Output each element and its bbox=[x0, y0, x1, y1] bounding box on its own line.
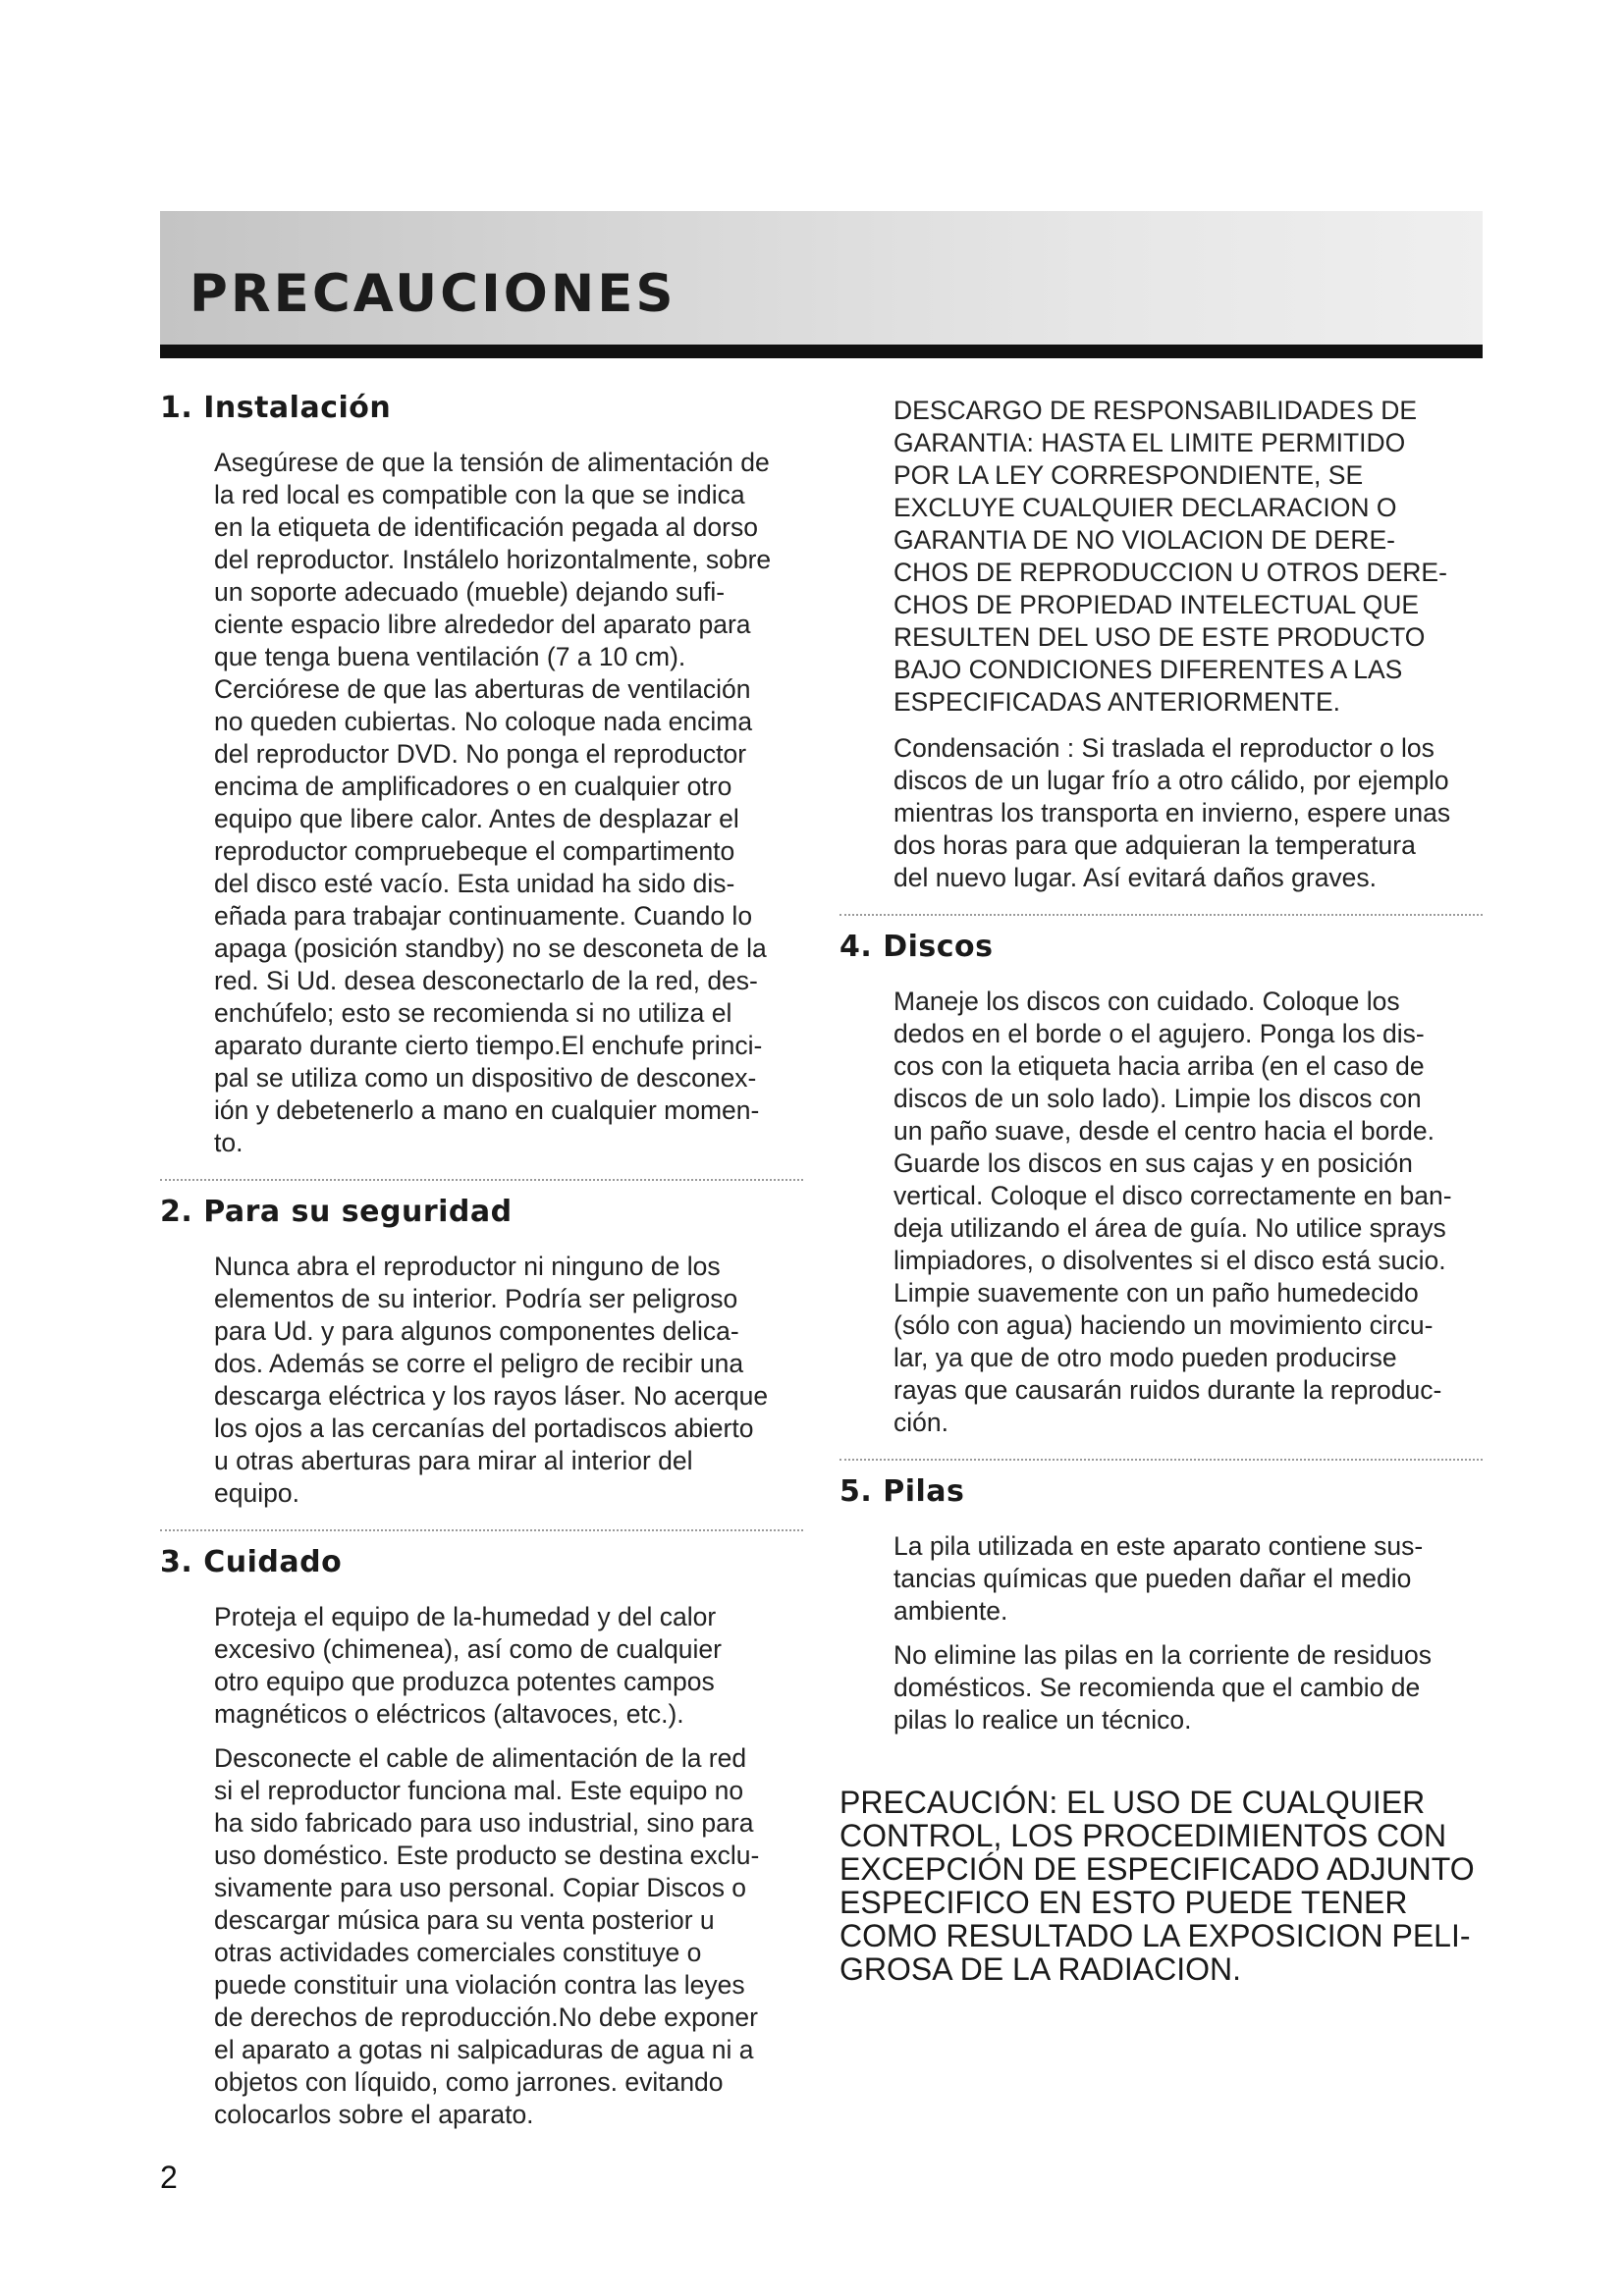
batteries-heading: 5. Pilas bbox=[839, 1474, 965, 1509]
section-batteries bbox=[839, 1474, 1483, 1736]
title-rule bbox=[160, 345, 1483, 358]
dotted-divider bbox=[839, 914, 1483, 916]
condensation-text: Condensación : Si traslada el reproductor o los discos de un lugar frío a otro cálido, por ejemplo mientras los transporta en invierno, espere unas dos horas para que adquieran la temperatura del nuevo lugar. Así evitará daños graves. bbox=[893, 733, 1451, 892]
dotted-divider bbox=[160, 1529, 803, 1531]
page-number: 2 bbox=[160, 2160, 178, 2195]
right-column bbox=[839, 395, 1483, 1986]
batteries-text-2: No elimine las pilas en la corriente de residuos domésticos. Se recomienda que el cambio de pilas lo realice un técnico. bbox=[893, 1640, 1432, 1735]
safety-text: Nunca abra el reproductor ni ninguno de los elementos de su interior. Podría ser peligroso para Ud. y para algunos componentes delica- dos. Además se corre el peligro de recibir una descarga eléctrica y los rayos láser. No acerque los ojos a las cercanías del portadiscos abierto u otras aberturas para mirar al interior del equipo. bbox=[214, 1252, 769, 1508]
installation-text: Asegúrese de que la tensión de alimentación de la red local es compatible con la que se indica en la etiqueta de identificación pegada al dorso del reproductor. Instálelo horizontalmente, sobre un soporte adecuado (mueble) dejando sufi- ciente espacio libre alrededor del aparato para que tenga buena ventilación (7 a 10 cm). Cerciórese de que las aberturas de ventilación no queden cubiertas. No coloque nada encima del reproductor DVD. No ponga el reproductor encima de amplificadores o en cualquier otro equipo que libere calor. Antes de desplazar el reproductor compruebeque el compartimento del disco esté vacío. Esta unidad ha sido dis- eñada para trabajar continuamente. Cuando lo apaga (posición standby) no se desconeta de la red. Si Ud. desea desconectarlo de la red, des- enchúfelo; esto se recomienda si no utiliza el aparato durante cierto tiempo.El enchufe princi- pal se utiliza como un dispositivo de desconex- ión y debetenerlo a mano en cualquier momen- to. bbox=[214, 448, 772, 1157]
left-column bbox=[160, 391, 803, 2143]
care-text-1: Proteja el equipo de la-humedad y del calor excesivo (chimenea), así como de cualquier otro equipo que produzca potentes campos magnéticos o eléctricos (altavoces, etc.). bbox=[214, 1602, 722, 1729]
safety-heading: 2. Para su seguridad bbox=[160, 1195, 513, 1229]
section-installation bbox=[160, 391, 803, 1159]
title-banner bbox=[160, 211, 1483, 345]
section-care bbox=[160, 1545, 803, 2131]
section-discs bbox=[839, 930, 1483, 1439]
care-text-2: Desconecte el cable de alimentación de la red si el reproductor funciona mal. Este equipo no ha sido fabricado para uso industrial, sino para uso doméstico. Este producto se destina exclu- sivamente para uso personal. Copiar Discos o descargar música para su venta posterior u otras actividades comerciales constituye o puede constituir una violación contra las leyes de derechos de reproducción.No debe exponer el aparato a gotas ni salpicaduras de agua ni a objetos con líquido, como jarrones. evitando colocarlos sobre el aparato. bbox=[214, 1743, 760, 2129]
discs-text: Maneje los discos con cuidado. Coloque los dedos en el borde o el agujero. Ponga los dis- cos con la etiqueta hacia arriba (en el caso de discos de un solo lado). Limpie los discos con un paño suave, desde el centro hacia el borde. Guarde los discos en sus cajas y en posición vertical. Coloque el disco correctamente en ban- deja utilizando el área de guía. No utilice sprays limpiadores, o disolventes si el disco está sucio. Limpie suavemente con un paño humedecido (sólo con agua) haciendo un movimiento circu- lar, ya que de otro modo pueden producirse rayas que causarán ruidos durante la reproduc- ción. bbox=[893, 987, 1452, 1437]
dotted-divider bbox=[839, 1459, 1483, 1461]
installation-heading: 1. Instalación bbox=[160, 391, 392, 425]
radiation-warning: PRECAUCIÓN: EL USO DE CUALQUIER CONTROL, LOS PROCEDIMIENTOS CON EXCEPCIÓN DE ESPECIFICADO ADJUNTO ESPECIFICO EN ESTO PUEDE TENER COMO RESULTADO LA EXPOSICION PELI- GROSA DE LA RADIACION. bbox=[839, 1785, 1475, 1987]
page-title: PRECAUCIONES bbox=[189, 264, 677, 324]
batteries-text-1: La pila utilizada en este aparato contiene sus- tancias químicas que pueden dañar el medio ambiente. bbox=[893, 1531, 1424, 1626]
warranty-disclaimer: DESCARGO DE RESPONSABILIDADES DE GARANTIA: HASTA EL LIMITE PERMITIDO POR LA LEY CORRESPONDIENTE, SE EXCLUYE CUALQUIER DECLARACION O GARANTIA DE NO VIOLACION DE DERE- CHOS DE REPRODUCCION U OTROS DERE- CHOS DE PROPIEDAD INTELECTUAL QUE RESULTEN DEL USO DE ESTE PRODUCTO BAJO CONDICIONES DIFERENTES A LAS ESPECIFICADAS ANTERIORMENTE. bbox=[893, 396, 1447, 717]
section-safety bbox=[160, 1195, 803, 1510]
dotted-divider bbox=[160, 1179, 803, 1181]
discs-heading: 4. Discos bbox=[839, 930, 994, 964]
care-heading: 3. Cuidado bbox=[160, 1545, 343, 1579]
